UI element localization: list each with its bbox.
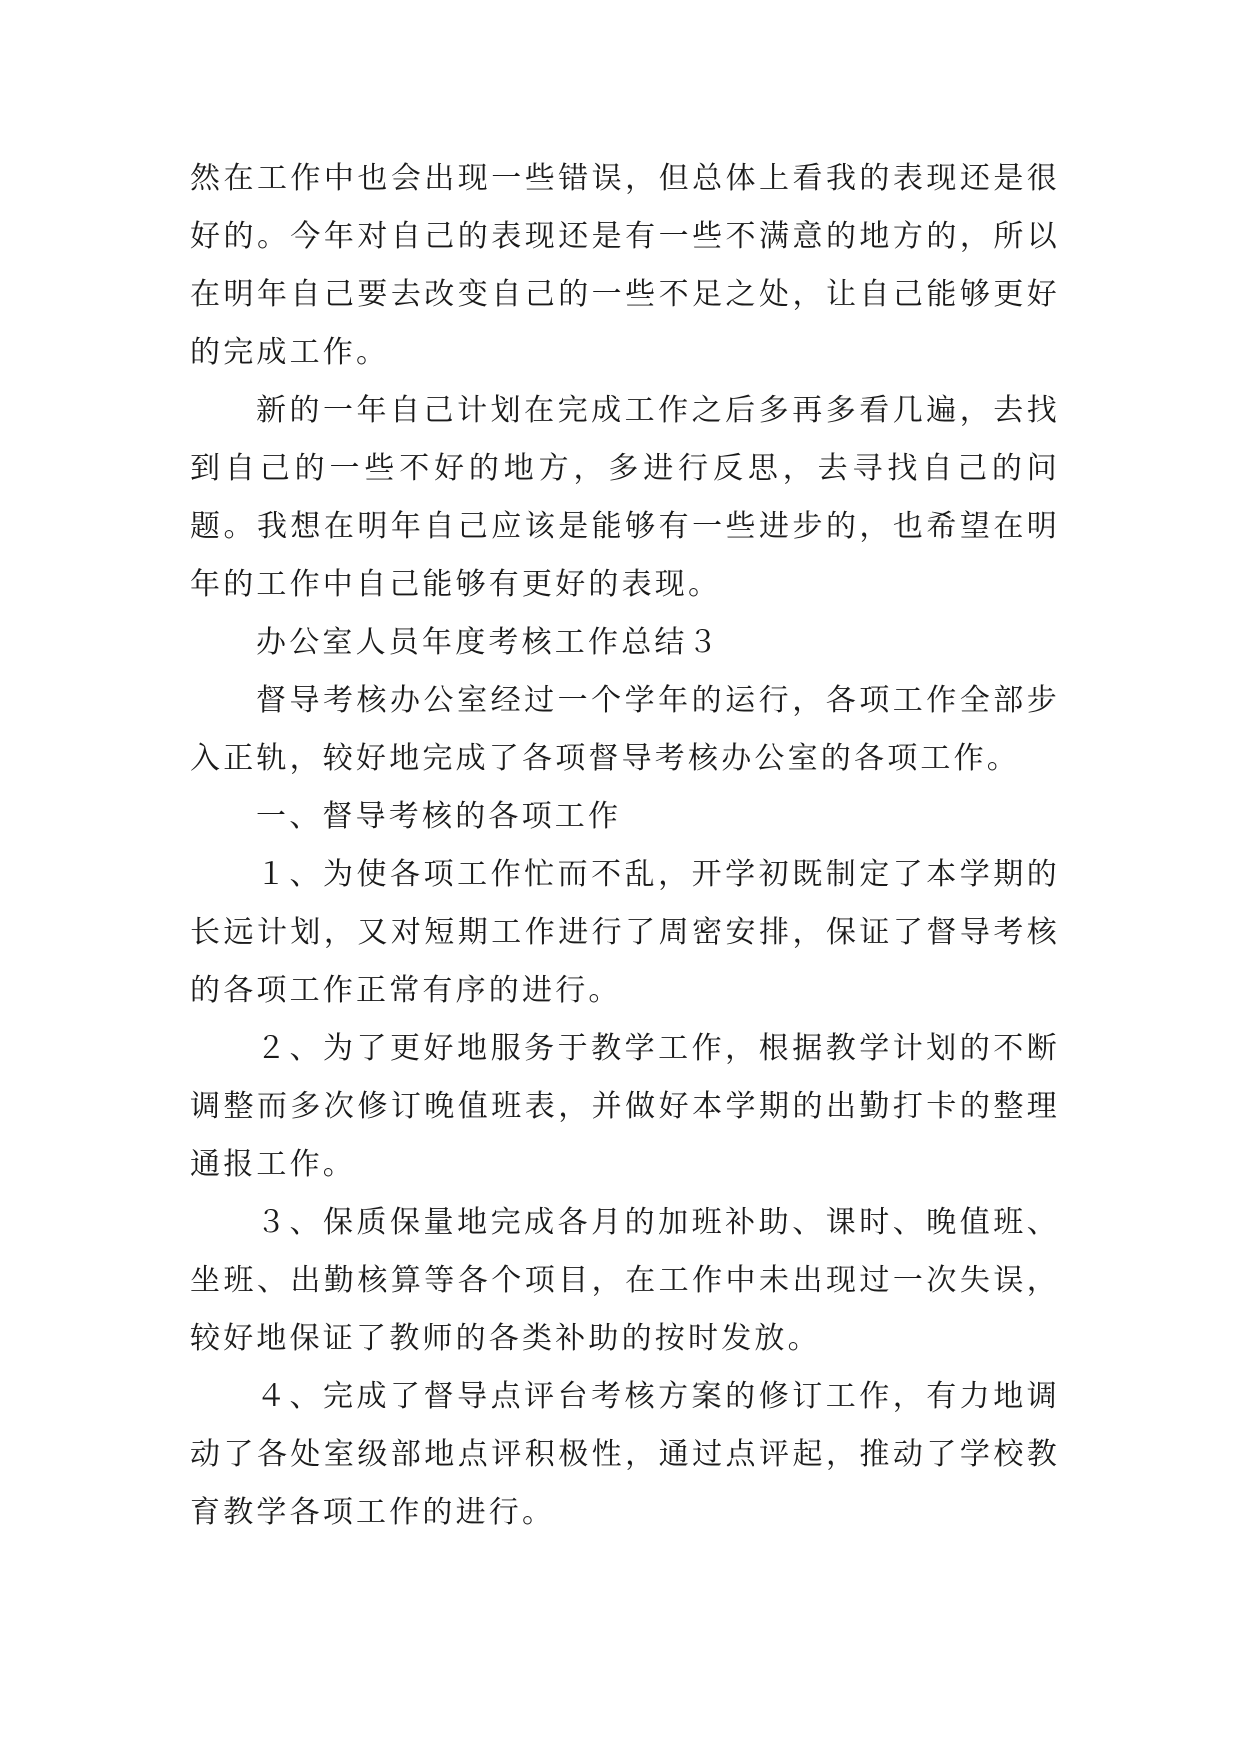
list-item-3: ３、保质保量地完成各月的加班补助、课时、晚值班、坐班、出勤核算等各个项目，在工作中未出现过一次失误，较好地保证了教师的各类补助的按时发放。 <box>190 1205 1060 1356</box>
paragraph-new-year-plan: 新的一年自己计划在完成工作之后多再多看几遍，去找到自己的一些不好的地方，多进行反思，去寻找自己的问题。我想在明年自己应该是能够有一些进步的，也希望在明年的工作中自己能够有更好的表现。 <box>190 393 1060 602</box>
section-title: 办公室人员年度考核工作总结３ <box>256 625 721 660</box>
document-body <box>190 150 1060 1542</box>
paragraph-continuation: 然在工作中也会出现一些错误，但总体上看我的表现还是很好的。今年对自己的表现还是有一些不满意的地方的，所以在明年自己要去改变自己的一些不足之处，让自己能够更好的完成工作。 <box>190 161 1060 370</box>
paragraph-intro: 督导考核办公室经过一个学年的运行，各项工作全部步入正轨，较好地完成了各项督导考核办公室的各项工作。 <box>190 683 1060 776</box>
list-item-1: １、为使各项工作忙而不乱，开学初既制定了本学期的长远计划，又对短期工作进行了周密安排，保证了督导考核的各项工作正常有序的进行。 <box>190 857 1060 1008</box>
subsection-heading: 一、督导考核的各项工作 <box>256 799 622 834</box>
list-item-2: ２、为了更好地服务于教学工作，根据教学计划的不断调整而多次修订晚值班表，并做好本学期的出勤打卡的整理通报工作。 <box>190 1031 1060 1182</box>
list-item-4: ４、完成了督导点评台考核方案的修订工作，有力地调动了各处室级部地点评积极性，通过点评起，推动了学校教育教学各项工作的进行。 <box>190 1379 1060 1530</box>
